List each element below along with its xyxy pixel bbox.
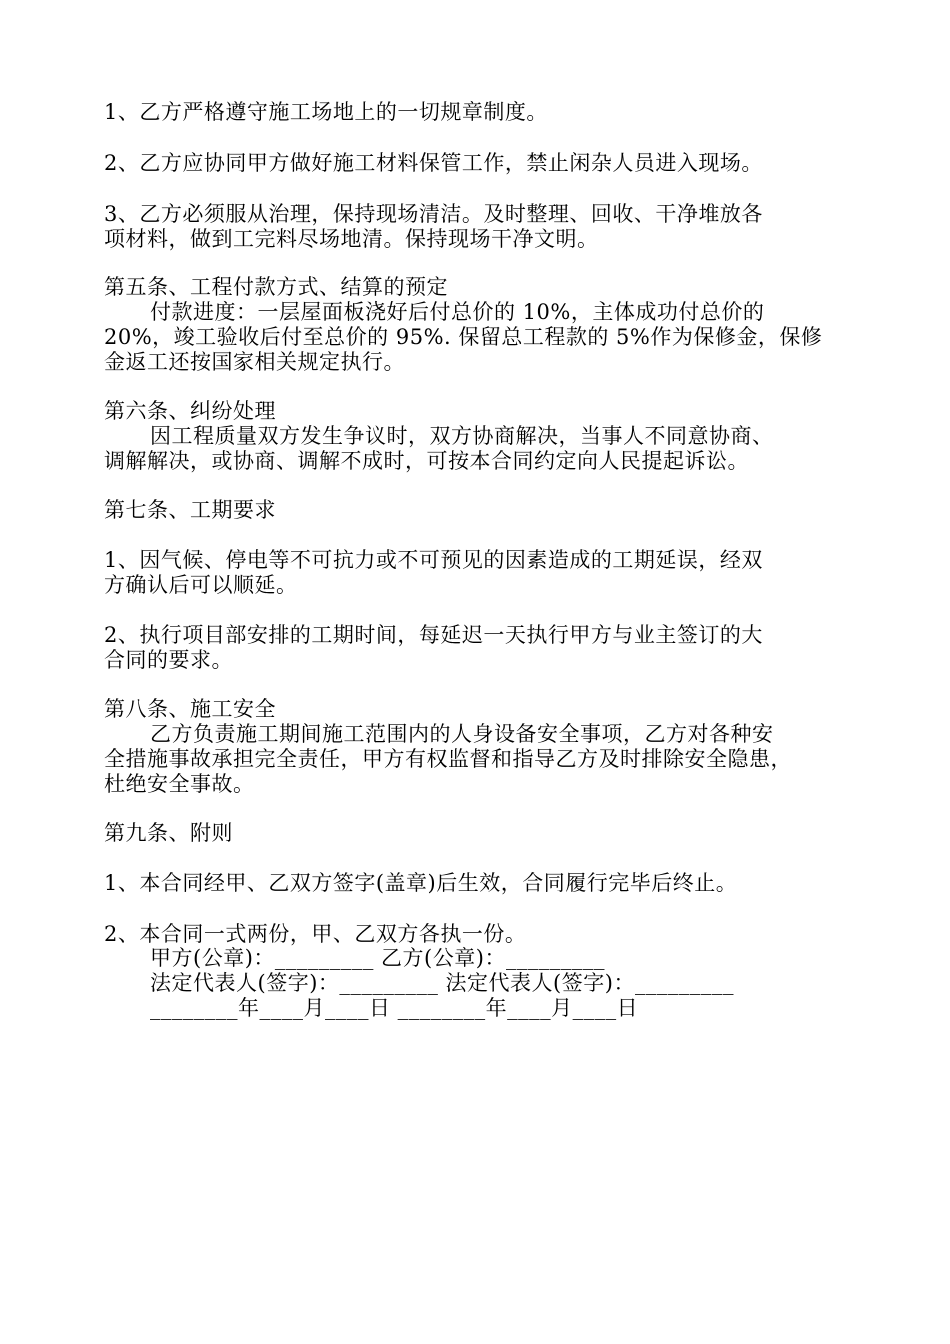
clause-7-heading: 第七条、工期要求	[104, 498, 276, 522]
clause-7-item-2-line-2: 合同的要求。	[104, 648, 233, 672]
clause-4-item-3-line-1: 3、乙方必须服从治理，保持现场清洁。及时整理、回收、干净堆放各	[104, 202, 763, 226]
clause-8-body-line-1: 乙方负责施工期间施工范围内的人身设备安全事项，乙方对各种安	[150, 722, 774, 746]
clause-7-item-1-line-2: 方确认后可以顺延。	[104, 573, 298, 597]
clause-4-item-2: 2、乙方应协同甲方做好施工材料保管工作，禁止闲杂人员进入现场。	[104, 151, 763, 175]
clause-6-body-line-1: 因工程质量双方发生争议时，双方协商解决，当事人不同意协商、	[150, 424, 774, 448]
clause-7-item-1-line-1: 1、因气候、停电等不可抗力或不可预见的因素造成的工期延误，经双	[104, 548, 763, 572]
clause-9-heading: 第九条、附则	[104, 821, 233, 845]
clause-7-item-2-line-1: 2、执行项目部安排的工期时间，每延迟一天执行甲方与业主签订的大	[104, 623, 763, 647]
clause-8-body-line-2: 全措施事故承担完全责任，甲方有权监督和指导乙方及时排除安全隐患，	[104, 747, 792, 771]
clause-9-item-2: 2、本合同一式两份，甲、乙双方各执一份。	[104, 922, 527, 946]
clause-6-body-line-2: 调解解决，或协商、调解不成时，可按本合同约定向人民提起诉讼。	[104, 449, 749, 473]
clause-9-item-1: 1、本合同经甲、乙双方签字(盖章)后生效，合同履行完毕后终止。	[104, 871, 738, 895]
clause-5-body-line-1: 付款进度：一层屋面板浇好后付总价的 10%，主体成功付总价的	[150, 300, 765, 324]
clause-5-heading: 第五条、工程付款方式、结算的预定	[104, 275, 448, 299]
signature-seal-line: 甲方(公章)：_________ 乙方(公章)：_________	[150, 946, 605, 970]
clause-5-body-line-2: 20%，竣工验收后付至总价的 95%. 保留总工程款的 5%作为保修金，保修	[104, 325, 823, 349]
clause-8-heading: 第八条、施工安全	[104, 697, 276, 721]
clause-6-heading: 第六条、纠纷处理	[104, 399, 276, 423]
clause-8-body-line-3: 杜绝安全事故。	[104, 772, 255, 796]
clause-4-item-3-line-2: 项材料，做到工完料尽场地清。保持现场干净文明。	[104, 227, 599, 251]
clause-5-body-line-3: 金返工还按国家相关规定执行。	[104, 350, 405, 374]
clause-4-item-1: 1、乙方严格遵守施工场地上的一切规章制度。	[104, 100, 548, 124]
signature-date-line: ________年____月____日 ________年____月____日	[150, 996, 639, 1020]
signature-representative-line: 法定代表人(签字)：_________ 法定代表人(签字)：_________	[150, 971, 734, 995]
